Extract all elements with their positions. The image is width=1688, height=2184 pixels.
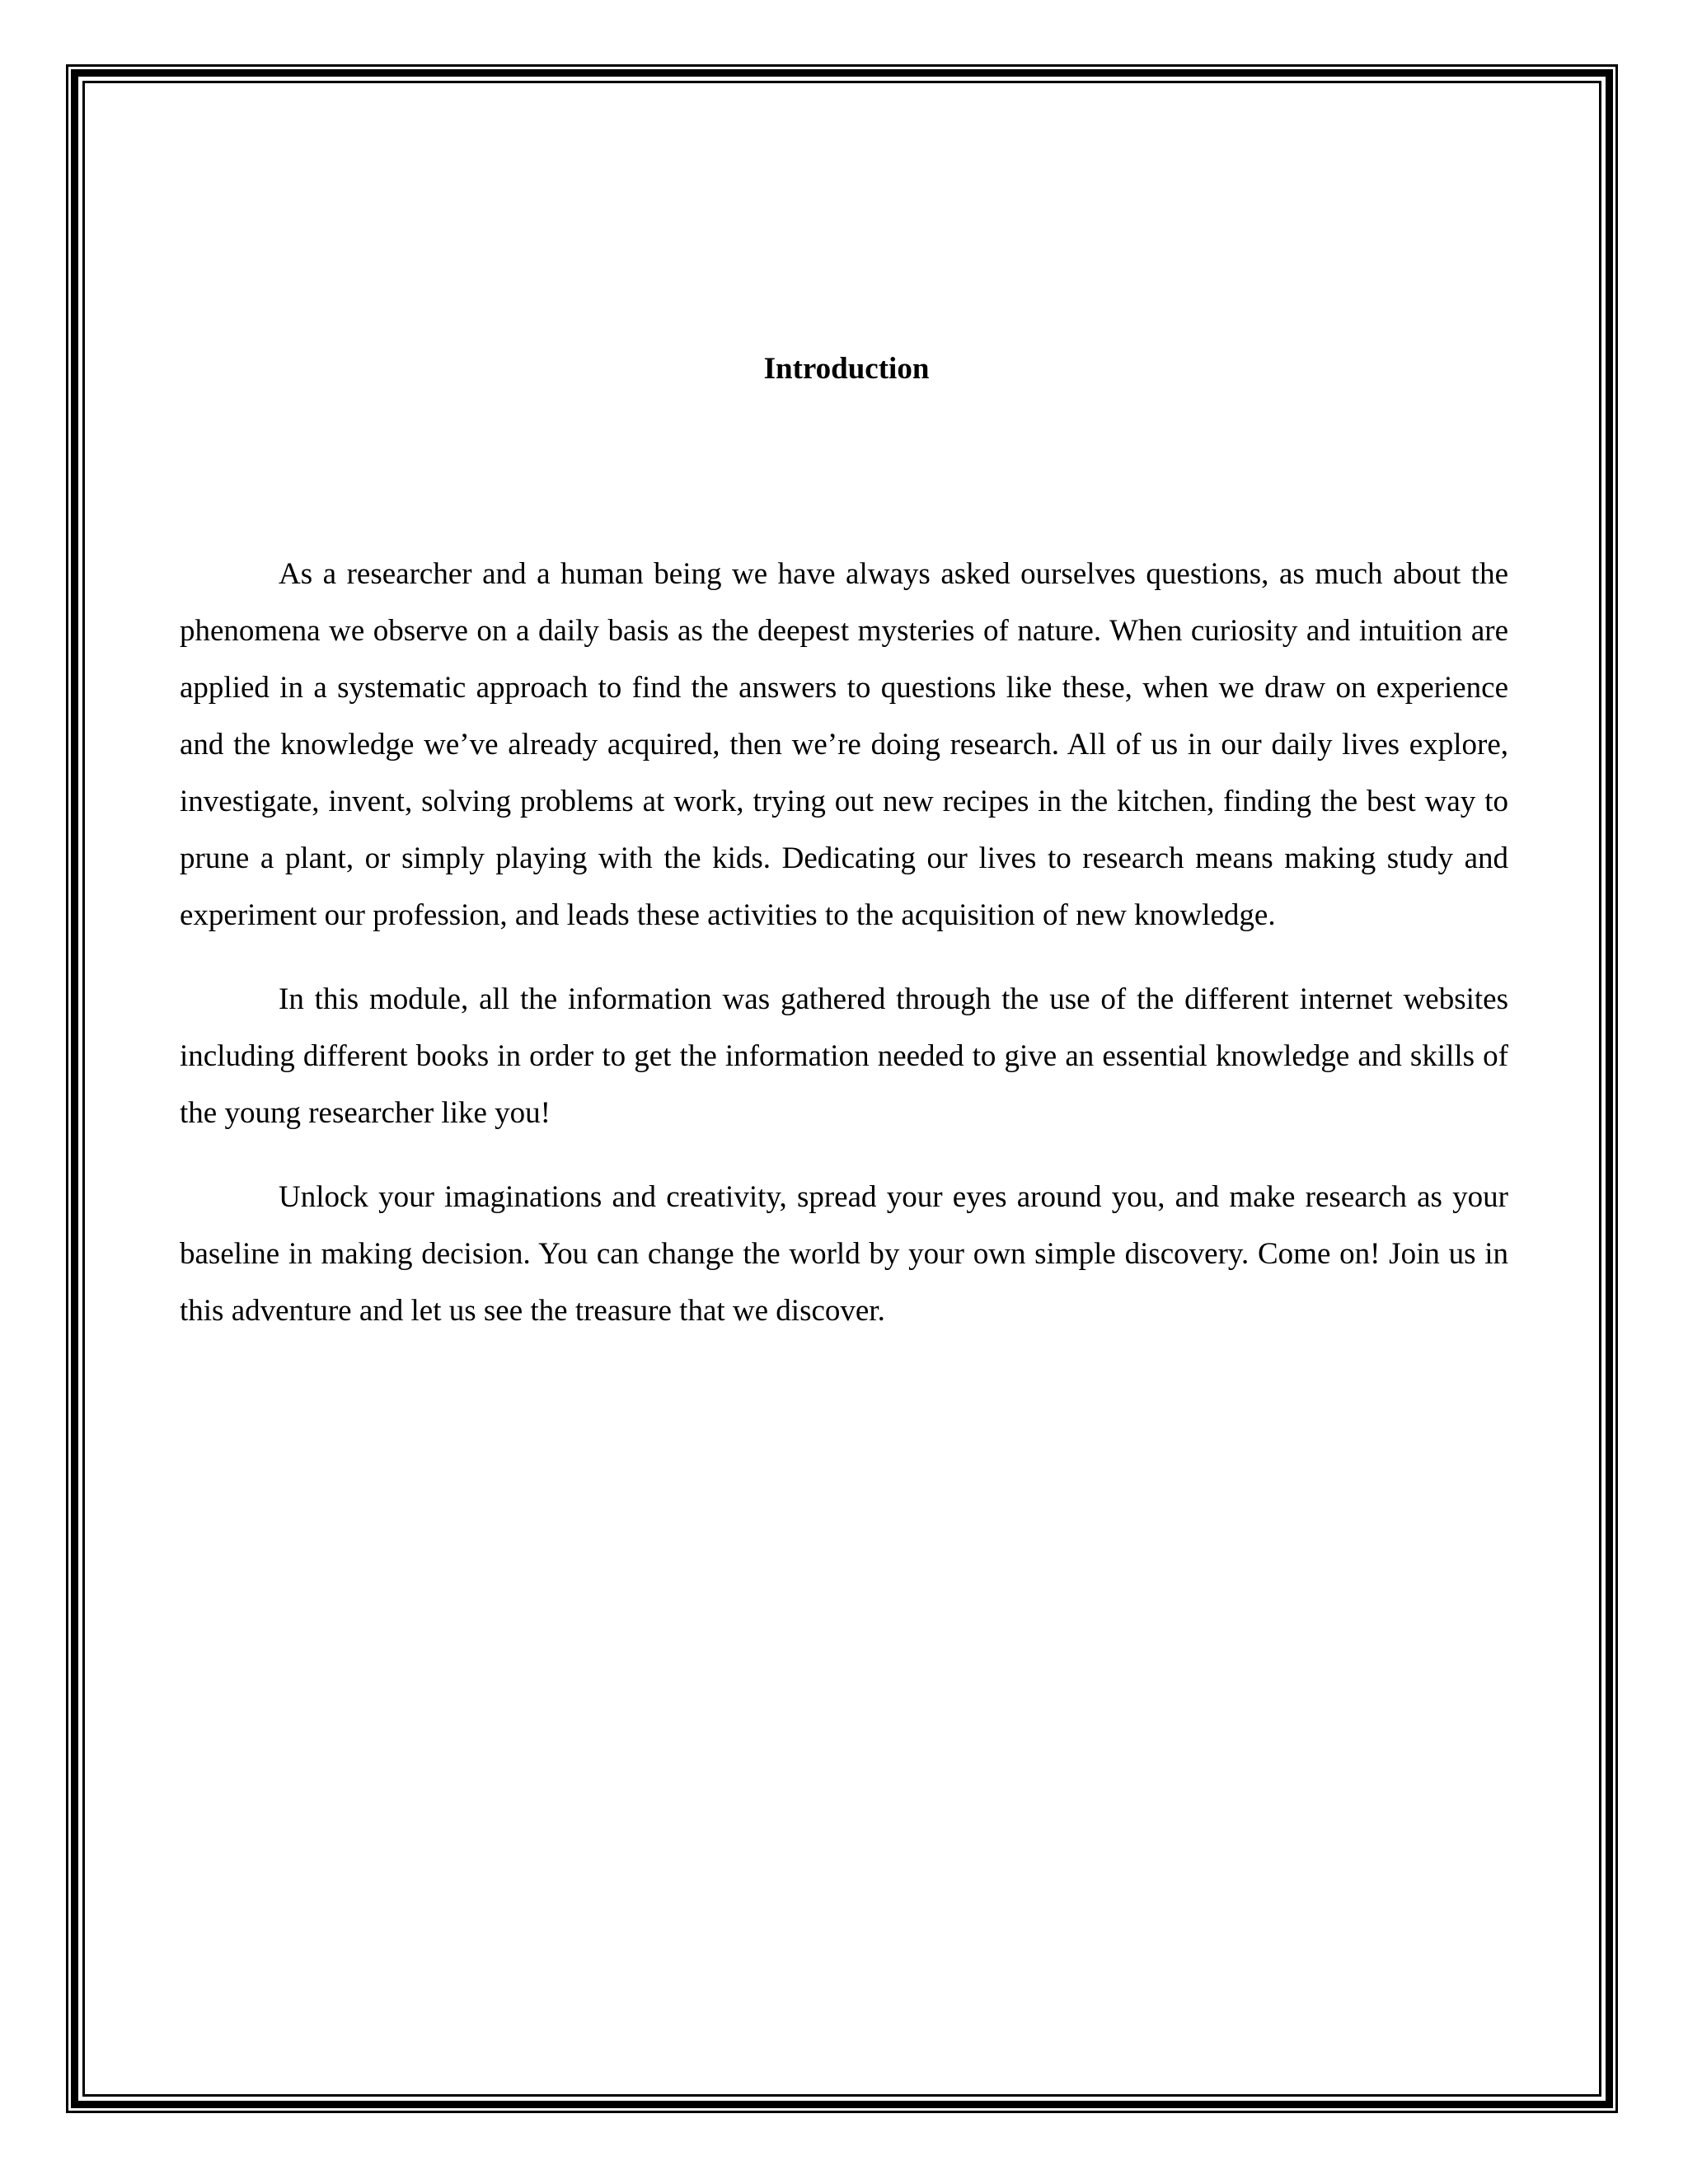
paragraph-call-to-action: Unlock your imaginations and creativity, spread your eyes around you, and make research as your baseline in making decision. You can change the world by your own simple discovery. Come on! Join us in this adventure and let us see the treasure that we discover. bbox=[180, 1180, 1508, 1328]
paragraph-research-intro: As a researcher and a human being we have always asked ourselves questions, as much about the phenomena we observe on a daily basis as the deepest mysteries of nature. When curiosity and intuition are applied in a systematic approach to find the answers to questions like these, when we draw on experience and the knowledge we’ve already acquired, then we’re doing research. All of us in our daily lives explore, investigate, invent, solving problems at work, trying out new recipes in the kitchen, finding the best way to prune a plant, or simply playing with the kids. Dedicating our lives to research means making study and experiment our profession, and leads these activities to the acquisition of new knowledge. bbox=[180, 557, 1508, 932]
paragraph-module-sources: In this module, all the information was gathered through the use of the different internet websites including different books in order to get the information needed to give an essential knowledge and skills of the young researcher like you! bbox=[180, 982, 1508, 1130]
page-content bbox=[180, 344, 1508, 1339]
page-heading: Introduction bbox=[763, 352, 930, 386]
